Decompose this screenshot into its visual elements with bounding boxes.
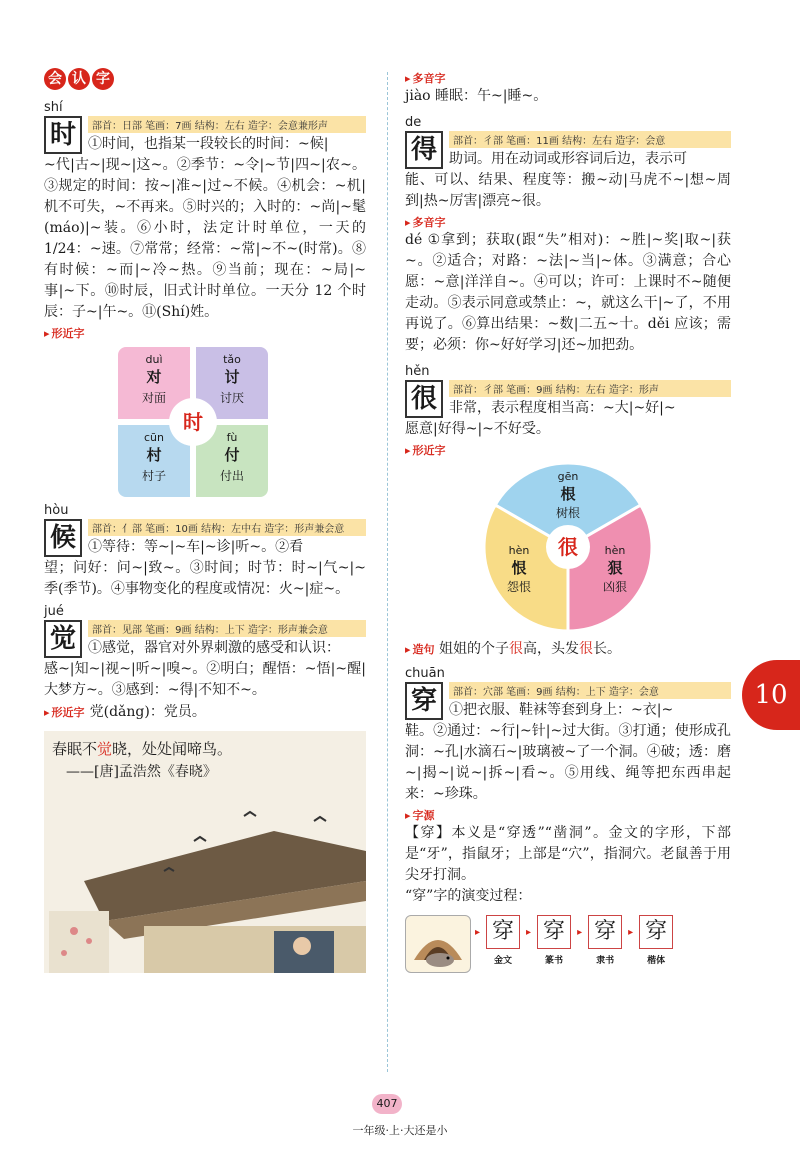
pie-char: 根 — [560, 485, 576, 503]
tag-etymology: ▸ 字源 — [405, 807, 731, 823]
headword: 候 — [44, 519, 82, 557]
tag-polyphone: ▸ 多音字 — [405, 70, 731, 86]
evolution-label: 隶书 — [596, 956, 615, 966]
definition: ~代|古~|现~|这~。②季节：~令|~节|四~|农~。③规定的时间：按~|准~|过~不候。④机会：~机|机不可失，~不再来。⑤时兴的；入时的：~尚|~髦(máo)|~装。⑥小时，法定计时单位，一天的 1/24：~速。⑦常常；经常：~常|~不~(时常)。⑧有时候：~而|~冷~热。⑨当前；现在：~局|~事|~下。⑩时辰，旧式计时单位。一天分 12 个时辰：子~|午~。⑪(Shí)姓。 — [44, 157, 366, 320]
example-highlight: 很 — [508, 641, 523, 657]
char-info: 部首：穴部 笔画：9画 结构：上下 造字：会意 — [449, 682, 731, 699]
cell-word: 付出 — [219, 469, 244, 483]
cell-word: 对面 — [141, 391, 166, 405]
arrow-icon: ▸ — [628, 927, 634, 938]
similar-char-text: 党(dǎng)：党员。 — [89, 704, 206, 720]
jiao-reading: jiào 睡眠：午~|睡~。 — [405, 88, 548, 104]
example-sentence — [405, 638, 731, 658]
entry-de — [405, 115, 731, 356]
etymology-text: 【穿】本义是“穿透”“凿洞”。金文的字形，下部是“牙”，指鼠牙；上部是“穴”，指洞穴。老鼠善于用尖牙打洞。 — [405, 825, 731, 883]
definition-start: ①把衣服、鞋袜等套到身上：~衣|~ — [449, 702, 674, 718]
entry-jue — [44, 604, 366, 721]
pie-char: 恨 — [511, 559, 527, 577]
char-info: 部首：彳部 笔画：11画 结构：左右 造字：会意 — [449, 131, 731, 148]
pinyin: jué — [44, 604, 64, 619]
char-info: 部首：见部 笔画：9画 结构：上下 造字：形声兼会意 — [88, 620, 366, 637]
pie-word: 凶狠 — [602, 580, 627, 594]
char-info: 部首：日部 笔画：7画 结构：左右 造字：会意兼形声 — [88, 116, 366, 133]
pinyin: chuān — [405, 666, 445, 681]
footer: 一年级·上·大还是小 — [352, 1124, 448, 1137]
section-title-char: 字 — [92, 68, 114, 90]
pie-label — [540, 470, 596, 521]
entry-shi — [44, 100, 366, 497]
headword: 得 — [405, 131, 443, 169]
chapter-tab: 10 — [742, 660, 800, 730]
evolution-label: 金文 — [494, 956, 513, 966]
evolution-row — [405, 915, 731, 973]
tag-similar-chars: ▸ 形近字 — [44, 706, 85, 719]
example-highlight: 很 — [578, 641, 593, 657]
page-number: 407 — [372, 1094, 402, 1114]
section-title — [44, 68, 114, 90]
arrow-icon: ▸ — [475, 927, 481, 938]
definition: 望；问好：问~|致~。③时间；时节：时~|气~|~季(季节)。④事物变化的程度或情况：火~|症~。 — [44, 560, 366, 597]
definition-start: ①时间，也指某一段较长的时间：~候| — [88, 136, 329, 152]
example-text: 姐姐的个子 — [438, 641, 509, 657]
evolution-glyph: 穿 — [486, 915, 520, 949]
right-column — [405, 68, 731, 973]
cell-char: 讨 — [224, 368, 240, 386]
pinyin: shí — [44, 100, 63, 115]
cell-pinyin: tǎo — [223, 353, 241, 366]
pinyin: hòu — [44, 503, 69, 518]
example-text: 长。 — [592, 641, 621, 657]
cell-word: 村子 — [141, 469, 166, 483]
cell-pinyin: duì — [145, 353, 163, 366]
char-info: 部首：彳部 笔画：9画 结构：左右 造字：形声 — [449, 380, 731, 397]
poem-illustration — [44, 731, 366, 973]
cell-char: 付 — [224, 446, 240, 464]
pinyin: hěn — [405, 364, 430, 379]
tag-example: ▸ 造句 — [405, 643, 435, 656]
evolution-item — [586, 915, 624, 966]
pinyin: de — [405, 115, 422, 130]
column-divider — [387, 72, 388, 1072]
evolution-item — [535, 915, 573, 966]
pie-label — [491, 544, 547, 595]
pie-word: 怨恨 — [506, 580, 531, 594]
pie-center-char: 很 — [546, 525, 590, 569]
example-text: 高，头发 — [522, 641, 579, 657]
definition: 愿意|好得~|~不好受。 — [405, 421, 550, 437]
definition-start: ①感觉，器官对外界刺激的感受和认识： — [88, 640, 340, 656]
poem-line — [52, 737, 232, 761]
similar-chars-grid — [118, 347, 268, 497]
arrow-icon: ▸ — [577, 927, 583, 938]
entry-chuan — [405, 666, 731, 973]
mouse-illustration — [405, 915, 471, 973]
definition-start: ①等待：等~|~车|~诊|听~。②看 — [88, 539, 304, 555]
headword: 穿 — [405, 682, 443, 720]
definition-start: 助词。用在动词或形容词后边，表示可 — [449, 151, 687, 167]
definition-polyphone: dé ①拿到；获取(跟“失”相对)：~胜|~奖|取~|获~。②适合；对路：~法|~当|~体。③满意；合心愿：~意|洋洋自~。④可以；许可：上课时不~随便走动。⑤表示同意或禁止：~，就这么干|~了，不用再说了。⑥算出结果：~数|二五~十。děi 应该；需要；必须：你~好好学习|还~加把劲。 — [405, 232, 731, 353]
poem-source: ——[唐]孟浩然《春晓》 — [66, 764, 217, 780]
cell-char: 村 — [146, 446, 162, 464]
tag-similar-chars: ▸ 形近字 — [44, 325, 366, 341]
definition: 鞋。②通过：~行|~针|~过大街。③打通；使形成孔洞：~孔|水滴石~|玻璃被~了一个洞。④破；透：磨~|揭~|说~|拆~|看~。⑤用线、绳等把东西串起来：~珍珠。 — [405, 723, 731, 802]
cell-char: 对 — [146, 368, 162, 386]
evolution-item — [637, 915, 675, 966]
evolution-title: “穿”字的演变过程： — [405, 888, 532, 904]
evolution-glyph: 穿 — [639, 915, 673, 949]
pie-label — [587, 544, 643, 595]
pie-word: 树根 — [555, 506, 580, 520]
pie-pinyin: hèn — [604, 544, 626, 557]
cell-pinyin: fù — [226, 431, 238, 444]
headword: 很 — [405, 380, 443, 418]
headword: 觉 — [44, 620, 82, 658]
similar-chars-pie — [483, 462, 653, 632]
pie-char: 狠 — [607, 559, 623, 577]
evolution-label: 篆书 — [545, 956, 564, 966]
cell-pinyin: cūn — [144, 431, 164, 444]
definition-start: 非常，表示程度相当高：~大|~好|~ — [449, 400, 676, 416]
evolution-glyph: 穿 — [588, 915, 622, 949]
tag-polyphone: ▸ 多音字 — [405, 214, 731, 230]
evolution-item — [484, 915, 522, 966]
definition: 能、可以、结果、程度等：搬~动|马虎不~|想~周到|热~厉害|漂亮~很。 — [405, 172, 731, 209]
pie-pinyin: gēn — [557, 470, 579, 483]
evolution-label: 楷体 — [647, 956, 666, 966]
poem-text: 春眠不觉晓，处处闻啼鸟。 — [52, 740, 233, 758]
left-column — [44, 68, 366, 973]
cell-word: 讨厌 — [219, 391, 244, 405]
grid-center-char: 时 — [169, 398, 217, 446]
arrow-icon: ▸ — [526, 927, 532, 938]
section-title-char: 会 — [44, 68, 66, 90]
entry-hou — [44, 503, 366, 600]
pie-pinyin: hèn — [508, 544, 530, 557]
tag-similar-chars: ▸ 形近字 — [405, 442, 731, 458]
headword: 时 — [44, 116, 82, 154]
char-info: 部首：亻部 笔画：10画 结构：左中右 造字：形声兼会意 — [88, 519, 366, 536]
section-title-char: 认 — [68, 68, 90, 90]
definition: 感~|知~|视~|听~|嗅~。②明白；醒悟：~悟|~醒|大梦方~。③感到：~得|不知不~。 — [44, 661, 366, 698]
entry-hen — [405, 364, 731, 658]
evolution-glyph: 穿 — [537, 915, 571, 949]
